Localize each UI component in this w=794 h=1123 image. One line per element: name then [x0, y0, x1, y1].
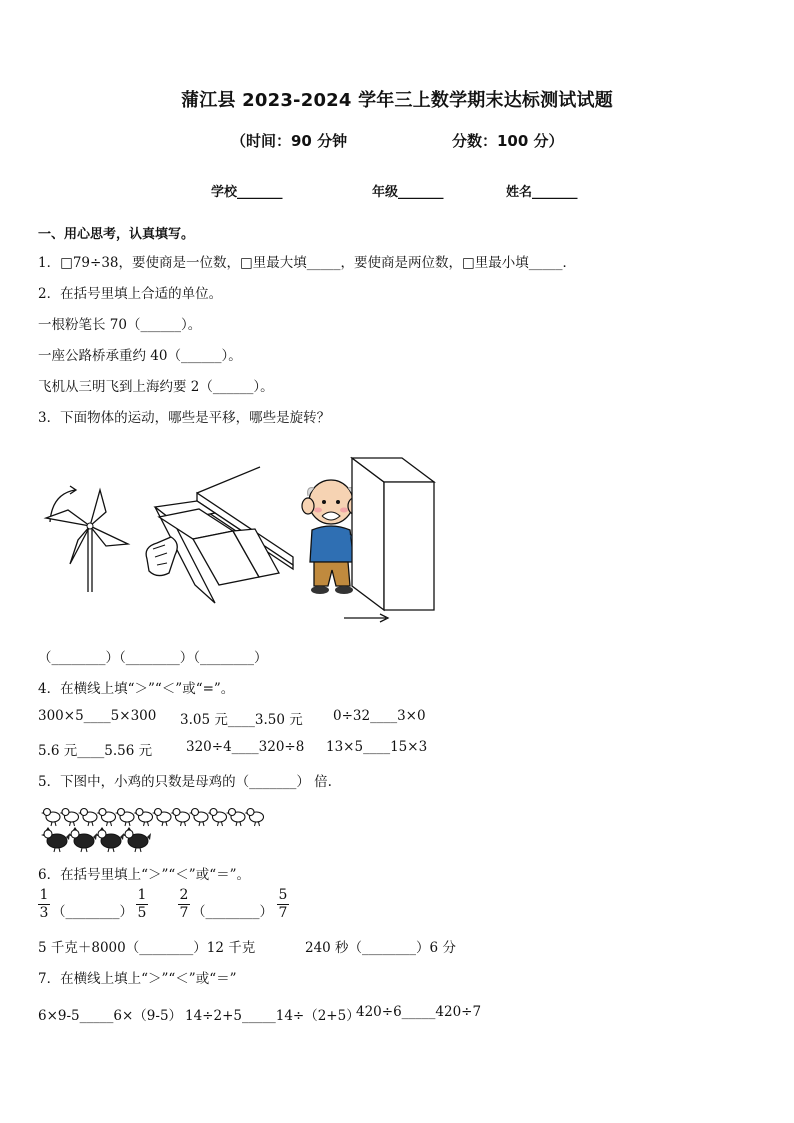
chick-icon: [152, 809, 171, 827]
q6-blank[interactable]: （________）: [52, 904, 133, 920]
q2-line-3: 飞机从三明飞到上海约要 2（______）。: [38, 379, 274, 395]
q4-item: 3.05 元____3.50 元: [180, 712, 303, 728]
time-info: （时间：90 分钟: [231, 132, 348, 150]
question-7: 7．在横线上填上“＞”“＜”或“＝”: [38, 971, 237, 987]
hen-icon: [95, 827, 124, 852]
q7-item: 14÷2+5_____14÷（2+5）: [185, 1008, 360, 1024]
question-4: 4．在横线上填“＞”“＜”或“=”。: [38, 681, 235, 697]
q7-item: 420÷6_____420÷7: [356, 1004, 482, 1020]
q3-answer-blanks[interactable]: （________）（________）（________）: [38, 650, 268, 666]
hen-icon: [68, 827, 97, 852]
fraction: 1 5: [137, 887, 147, 921]
fraction: 1 3: [39, 887, 49, 921]
box-figure: [340, 452, 440, 627]
chick-icon: [97, 809, 116, 827]
score-info: 分数：100 分）: [452, 132, 564, 150]
q6-blank[interactable]: （________）: [192, 904, 273, 920]
chick-icon: [171, 809, 190, 827]
school-field: 学校_______: [211, 185, 283, 200]
q2-line-2: 一座公路桥承重约 40（______）。: [38, 348, 242, 364]
hen-icon: [41, 827, 70, 852]
q4-item: 5.6 元____5.56 元: [38, 743, 153, 759]
q6-item: 5 千克＋8000（________）12 千克: [38, 940, 256, 956]
grade-field: 年级_______: [372, 185, 444, 200]
question-3: 3．下面物体的运动，哪些是平移，哪些是旋转？: [38, 410, 331, 426]
chick-icon: [60, 809, 79, 827]
drawer-figure: [135, 465, 300, 605]
q6-item: 240 秒（________）6 分: [305, 940, 456, 956]
question-2: 2．在括号里填上合适的单位。: [38, 286, 223, 302]
hen-icon: [122, 827, 151, 852]
section-title: 一、用心思考，认真填写。: [38, 227, 195, 242]
chick-icon: [245, 809, 264, 827]
q7-item: 6×9-5_____6×（9-5）: [38, 1008, 183, 1024]
chick-icon: [115, 809, 134, 827]
fraction: 2 7: [179, 887, 189, 921]
question-5: 5．下图中，小鸡的只数是母鸡的（_______） 倍.: [38, 774, 332, 790]
q4-item: 320÷4____320÷8: [186, 739, 305, 755]
q4-item: 13×5____15×3: [326, 739, 428, 755]
chick-icon: [226, 809, 245, 827]
question-6: 6．在括号里填上“＞”“＜”或“＝”。: [38, 867, 250, 883]
chick-icon: [208, 809, 227, 827]
q4-item: 0÷32____3×0: [333, 708, 426, 724]
fraction: 5 7: [278, 887, 288, 921]
chick-icon: [78, 809, 97, 827]
page-title: 蒲江县 2023-2024 学年三上数学期末达标测试试题: [181, 90, 613, 111]
chicks-hens-figure: [40, 805, 280, 855]
q2-line-1: 一根粉笔长 70（______）。: [38, 317, 202, 333]
chick-icon: [41, 809, 60, 827]
question-1: 1．□79÷38，要使商是一位数，□里最大填_____，要使商是两位数，□里最小填_____．: [38, 255, 577, 271]
pinwheel-figure: [40, 482, 135, 594]
chick-icon: [134, 809, 153, 827]
q4-item: 300×5____5×300: [38, 708, 157, 724]
name-field: 姓名_______: [506, 185, 578, 200]
chick-icon: [189, 809, 208, 827]
